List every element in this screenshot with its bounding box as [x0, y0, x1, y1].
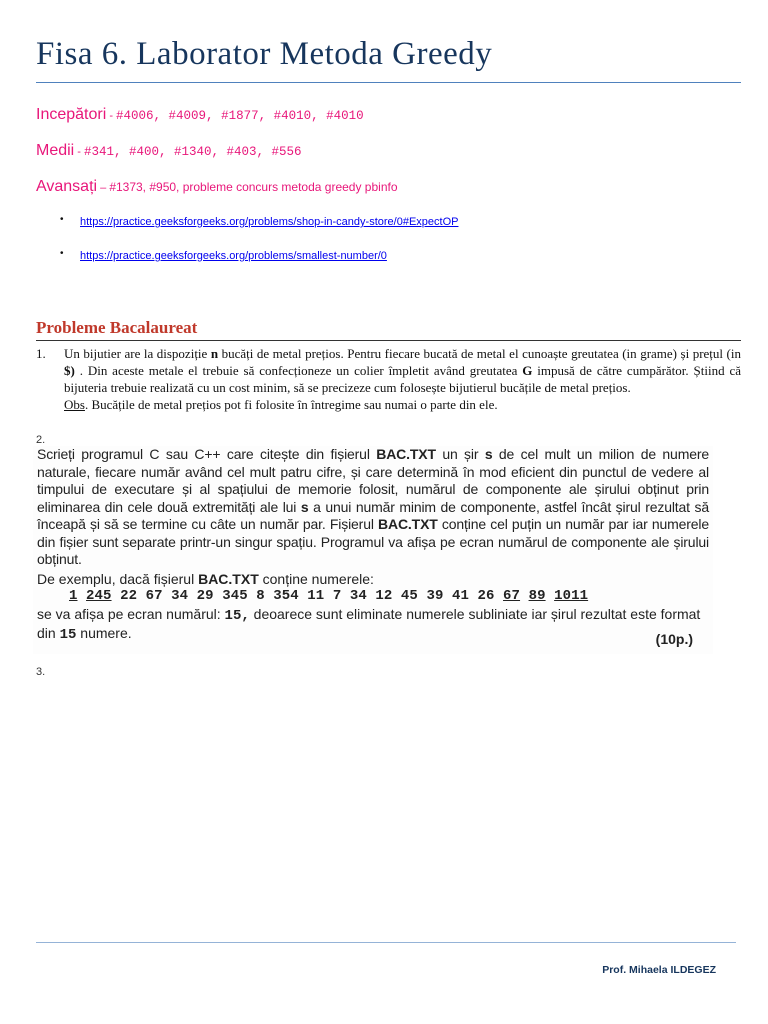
- number: 39: [426, 588, 444, 604]
- number: 8: [256, 588, 265, 604]
- level-medium: [36, 142, 302, 160]
- links-list: [60, 212, 458, 282]
- var-s: s: [484, 446, 493, 462]
- number: 45: [400, 588, 418, 604]
- text-run: numere.: [76, 625, 132, 641]
- link-shop-in-candy-store[interactable]: https://practice.geeksforgeeks.org/problems/shop-in-candy-store/0#ExpectOP: [80, 216, 459, 228]
- footer-author: Prof. Mihaela ILDEGEZ: [602, 964, 716, 976]
- obs-label: Obs: [64, 397, 85, 412]
- list-item: [60, 212, 458, 248]
- link-smallest-number[interactable]: https://practice.geeksforgeeks.org/problems/smallest-number/0: [80, 250, 387, 262]
- number: 34: [171, 588, 189, 604]
- level-advanced-text: #1373, #950, probleme concurs metoda greedy pbinfo: [109, 180, 398, 194]
- level-medium-codes: #341, #400, #1340, #403, #556: [84, 145, 302, 159]
- problem-2-number: 2.: [36, 434, 46, 446]
- text-run: impusă de către cumpărător. Știind că bijuteria trebuie realizată cu un cost minim, să se precizeze cum folosește bijutierul bucățile de metal prețios.: [64, 363, 741, 395]
- level-beginners: [36, 106, 364, 124]
- text-run: conține numerele:: [258, 570, 374, 587]
- number: 11: [307, 588, 325, 604]
- problem-1-text: [64, 345, 741, 396]
- problem-1-number: 1.: [36, 346, 46, 361]
- problem-1: [36, 345, 741, 413]
- file-name: BAC.TXT: [376, 446, 436, 462]
- dollar-sign: $): [64, 363, 75, 378]
- title-divider: [36, 82, 741, 83]
- example-intro: [33, 571, 713, 589]
- problem-2-scan: [33, 446, 713, 654]
- number: 26: [477, 588, 495, 604]
- var-g: G: [522, 363, 533, 378]
- section-title: Probleme Bacalaureat: [36, 318, 198, 337]
- number: 67: [145, 588, 163, 604]
- level-advanced: [36, 178, 398, 196]
- list-item: [60, 246, 458, 282]
- example-result: [33, 606, 713, 645]
- text-run: se va afișa pe ecran numărul:: [37, 605, 225, 622]
- section-divider: [36, 340, 741, 341]
- number: 22: [120, 588, 138, 604]
- problem-3-number: 3.: [36, 666, 46, 678]
- number-underlined: 1011: [554, 588, 589, 604]
- var-s: s: [300, 498, 309, 515]
- bullet: •: [60, 248, 64, 259]
- number: 345: [222, 588, 248, 604]
- number: 12: [375, 588, 393, 604]
- text-run: de cel mult un milion de numere naturale, fiecare număr având cel mult patru cifre, și care determină în mod eficient din punctul de vedere al timpului de executare și al spațiului de memorie folosit, numărul de componente ale șirului obținut prin eliminarea din cele două extremități ale lui: [37, 446, 709, 515]
- level-beginners-codes: #4006, #4009, #1877, #4010, #4010: [116, 109, 364, 123]
- result-value: 15: [59, 627, 77, 643]
- text-run: un șir: [435, 446, 485, 462]
- text-run: conține cel puțin un număr par iar numerele din fișier sunt separate printr-un singur spațiu. Programul va afișa pe ecran numărul de componente ale șirului obținut.: [37, 516, 709, 567]
- text-run: . Din aceste metale el trebuie să confecționeze un colier împletit având greutatea: [74, 363, 523, 378]
- bullet: •: [60, 214, 64, 225]
- number-underlined: 89: [528, 588, 546, 604]
- level-medium-name: Medii: [36, 142, 75, 159]
- text-run: deoarece sunt eliminate numerele subliniate iar șirul rezultat este format din: [37, 605, 701, 641]
- number: 7: [332, 588, 342, 604]
- text-run: a unui număr minim de componente, astfel încât șirul rezultat să înceapă și să se termine cu câte un număr par. Fișierul: [37, 498, 709, 532]
- number-underlined: 245: [86, 588, 112, 604]
- footer-divider: [36, 942, 736, 943]
- level-medium-dash: -: [74, 146, 85, 158]
- number-underlined: 67: [503, 588, 521, 604]
- level-advanced-dash: –: [97, 182, 110, 194]
- file-name: BAC.TXT: [378, 516, 438, 532]
- number: 41: [451, 588, 469, 604]
- points-label: (10p.): [655, 630, 693, 647]
- number: 34: [349, 588, 367, 604]
- level-beginners-dash: -: [106, 110, 117, 122]
- text-run: De exemplu, dacă fișierul: [37, 570, 199, 587]
- text-run: Un bijutier are la dispoziție: [64, 346, 211, 361]
- text-run: Scrieți programul C sau C++ care citește din fișierul: [37, 446, 377, 462]
- text-run: bucăți de metal prețios. Pentru fiecare bucată de metal el cunoaște greutatea (in grame) și prețul (in: [218, 346, 741, 361]
- number: 354: [273, 588, 299, 604]
- problem-2-statement: [33, 446, 713, 569]
- problem-1-observation: [64, 396, 741, 413]
- number-underlined: 1: [69, 588, 78, 604]
- level-beginners-name: Incepători: [36, 106, 107, 123]
- result-value: 15,: [224, 607, 250, 624]
- file-name: BAC.TXT: [198, 570, 259, 587]
- example-numbers: [33, 588, 713, 606]
- var-n: n: [210, 346, 219, 361]
- obs-text: . Bucățile de metal prețios pot fi folosite în întregime sau numai o parte din ele.: [84, 397, 498, 412]
- number: 29: [196, 588, 214, 604]
- document-title: Fisa 6. Laborator Metoda Greedy: [36, 36, 493, 72]
- level-advanced-name: Avansați: [36, 178, 98, 195]
